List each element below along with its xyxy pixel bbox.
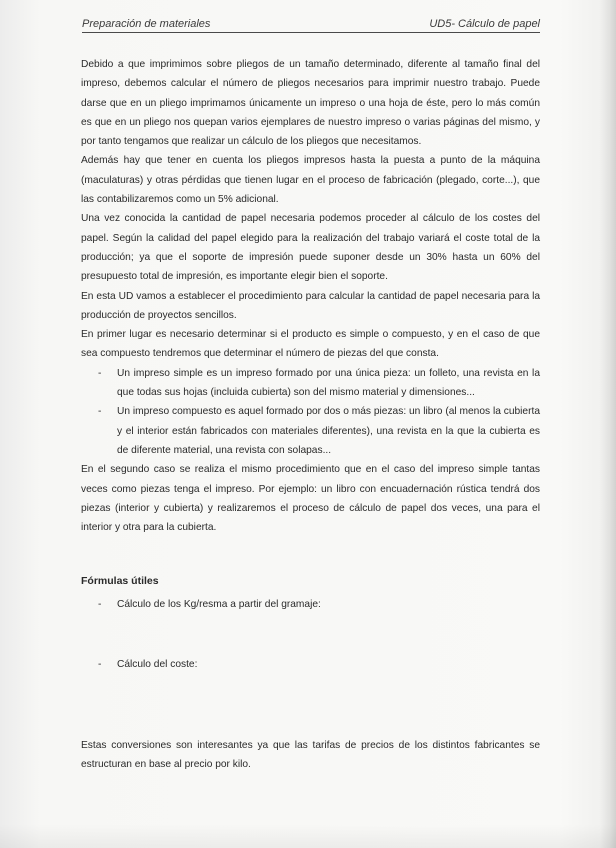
formula-label: Cálculo de los Kg/resma a partir del gramaje: xyxy=(117,599,321,610)
formulas-title: Fórmulas útiles xyxy=(81,575,159,587)
body-paragraph: Una vez conocida la cantidad de papel necesaria podemos proceder al cálculo de los costes del papel. Según la calidad del papel elegido para la realización del trabajo variará el coste total de la producción; ya que el soporte de impresión puede suponer desde un 30% hasta un 60% del presupuesto total de impresión, es importante elegir bien el soporte. xyxy=(81,213,540,283)
formula-item xyxy=(81,655,540,674)
list-dash: - xyxy=(98,367,102,379)
page-edge-shadow xyxy=(600,0,616,848)
formula-label: Cálculo del coste: xyxy=(117,659,198,670)
body-paragraph: En el segundo caso se realiza el mismo procedimiento que en el caso del impreso simple tantas veces como piezas tenga el impreso. Por ejemplo: un libro con encuadernación rústica tendrá dos piezas (interior y cubierta) y realizaremos el proceso de cálculo de papel dos veces, una para el interior y otra para la cubierta. xyxy=(81,464,540,534)
body-paragraph: En primer lugar es necesario determinar si el producto es simple o compuesto, y en el caso de que sea compuesto tendremos que determinar el número de piezas del que consta. xyxy=(81,329,540,360)
formula-item xyxy=(81,595,540,614)
header-section-title: Preparación de materiales xyxy=(82,18,211,30)
formulas-section xyxy=(81,572,540,674)
list-dash: - xyxy=(98,599,102,610)
list-item xyxy=(81,402,540,460)
document-body xyxy=(81,55,540,537)
closing-paragraph: Estas conversiones son interesantes ya que las tarifas de precios de los distintos fabricantes se estructuran en base al precio por kilo. xyxy=(81,740,540,771)
list-item-text: Un impreso simple es un impreso formado por una única pieza: un folleto, una revista en la que todas sus hojas (incluida cubierta) son del mismo material y dimensiones... xyxy=(117,367,540,399)
product-type-list xyxy=(81,364,540,460)
body-paragraph: Además hay que tener en cuenta los pliegos impresos hasta la puesta a punto de la máquina (maculaturas) y otras pérdidas que tienen lugar en el proceso de fabricación (plegado, corte...), que las contabilizaremos como un 5% adicional. xyxy=(81,155,540,206)
list-dash: - xyxy=(98,659,102,670)
list-item xyxy=(81,364,540,403)
header-unit-title: UD5- Cálculo de papel xyxy=(429,18,540,30)
page-header xyxy=(82,18,540,33)
page-bottom-shadow xyxy=(0,824,616,848)
list-dash: - xyxy=(98,406,102,418)
body-paragraph: En esta UD vamos a establecer el procedimiento para calcular la cantidad de papel necesaria para la producción de proyectos sencillos. xyxy=(81,290,540,321)
list-item-text: Un impreso compuesto es aquel formado por dos o más piezas: un libro (al menos la cubierta y el interior están fabricados con materiales diferentes), una revista en la que la cubierta es de diferente material, una revista con solapas... xyxy=(117,406,540,456)
body-paragraph: Debido a que imprimimos sobre pliegos de un tamaño determinado, diferente al tamaño final del impreso, debemos calcular el número de pliegos necesarios para imprimir nuestro trabajo. Puede darse que en un pliego imprimamos únicamente un impreso o una hoja de éste, pero lo más común es que en un pliego nos quepan varios ejemplares de nuestro impreso o varias páginas del mismo, y por tanto tengamos que realizar un cálculo de los pliegos que necesitamos. xyxy=(81,59,540,148)
